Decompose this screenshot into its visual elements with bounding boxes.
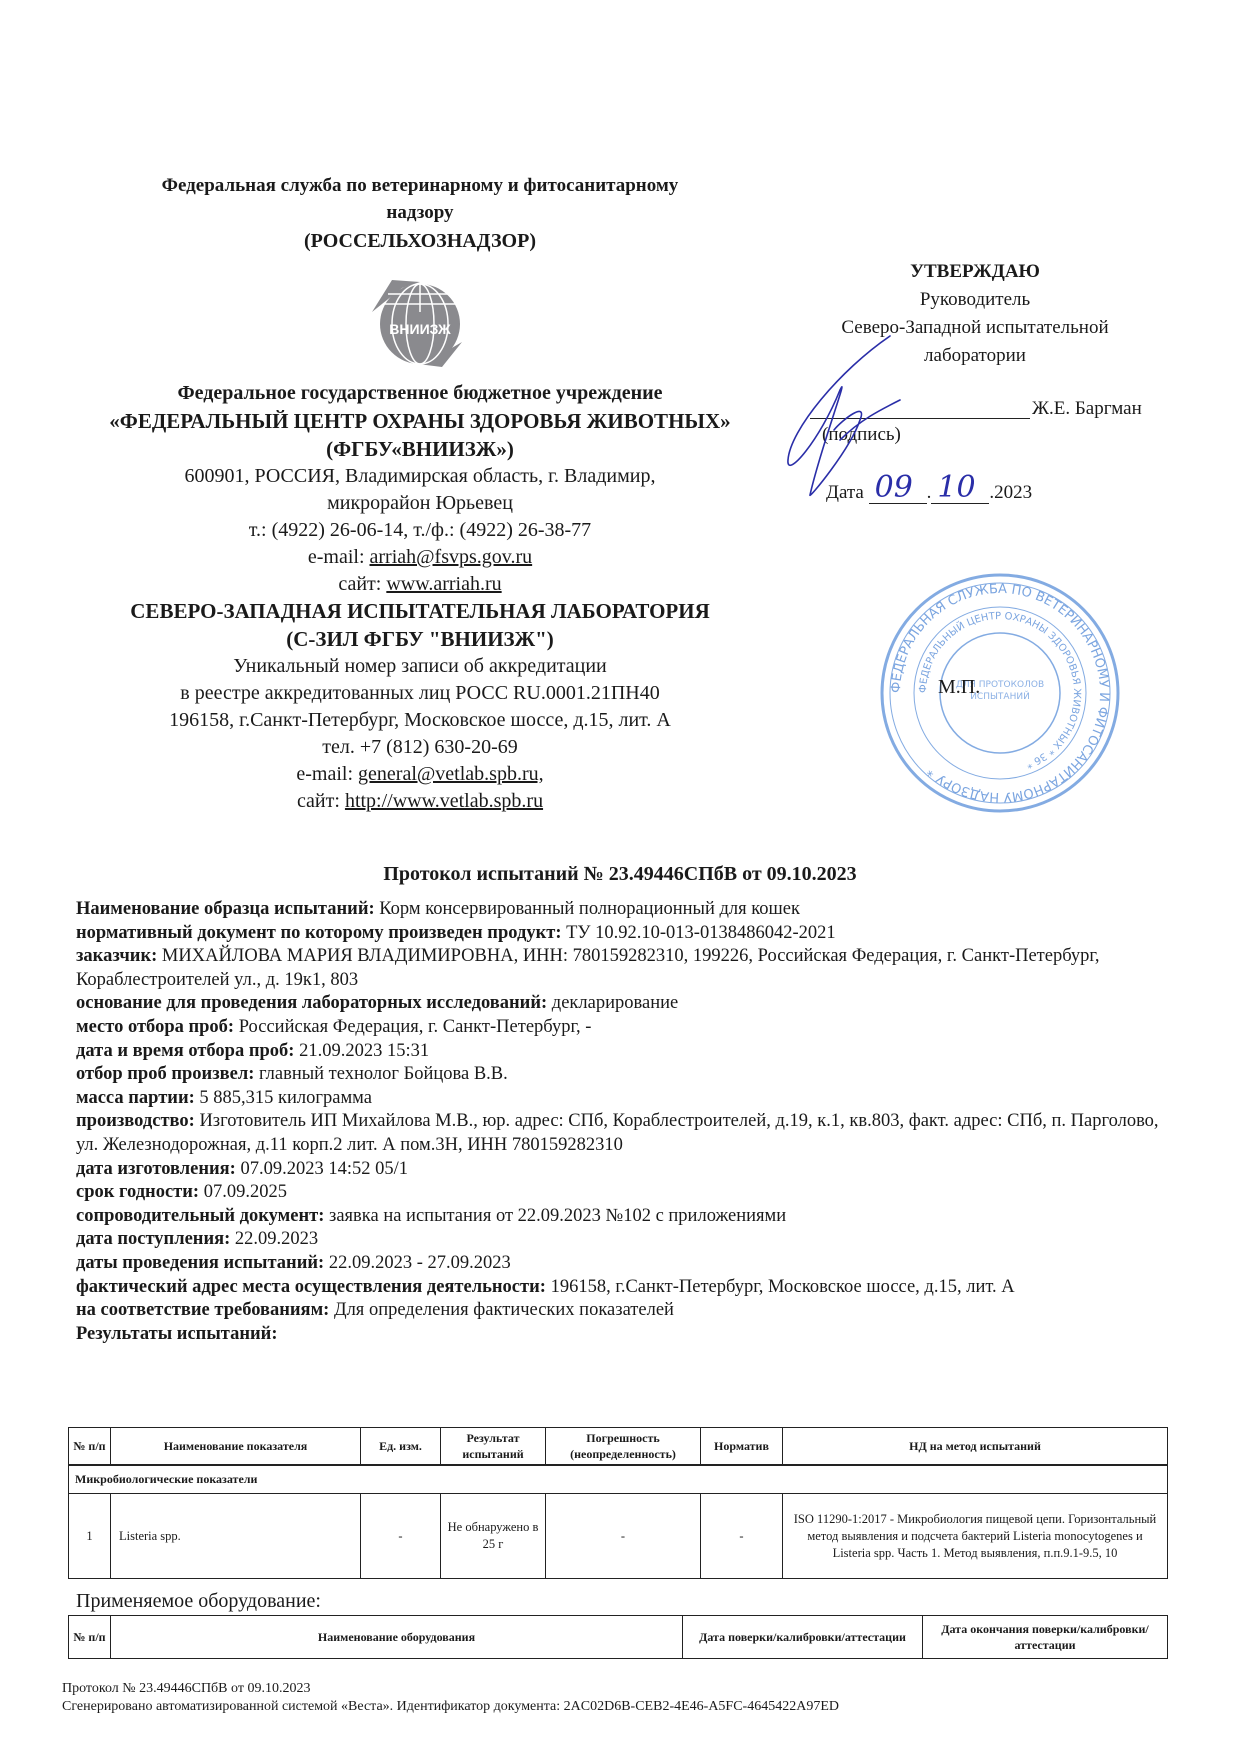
table-row xyxy=(69,1494,1168,1579)
lab-email-label: e-mail: xyxy=(296,763,359,785)
date-label: Дата xyxy=(826,482,864,503)
sample-details xyxy=(76,898,1176,1346)
col-indicator: Наименование показателя xyxy=(111,1428,361,1466)
section-row xyxy=(69,1465,1168,1494)
col-uncertainty: Погрешность (неопределенность) xyxy=(546,1428,701,1466)
field-normative-doc: нормативный документ по которому произведен продукт: ТУ 10.92.10-013-0138486042-2021 xyxy=(76,922,836,943)
equipment-heading: Применяемое оборудование: xyxy=(76,1590,321,1612)
agency-abbreviation: (РОССЕЛЬХОЗНАДЗОР) xyxy=(303,230,536,252)
signer-name: Ж.Е. Баргман xyxy=(1032,398,1142,419)
field-sampling-datetime: дата и время отбора проб: 21.09.2023 15:31 xyxy=(76,1040,430,1061)
field-test-dates: даты проведения испытаний: 22.09.2023 - 27.09.2023 xyxy=(76,1252,511,1273)
signature-scribble-icon xyxy=(780,330,920,500)
field-accompanying-doc: сопроводительный документ: заявка на испытания от 22.09.2023 №102 с приложениями xyxy=(76,1205,787,1226)
org-site-row xyxy=(100,571,740,598)
field-production: производство: Изготовитель ИП Михайлова М.В., юр. адрес: СПб, Кораблестроителей, д.19, к.1, кв.803, факт. адрес: СПб, п. Парголово, ул. Железнодорожная, д.11 корп.2 лит. А пом.3Н, ИНН 780159282310 xyxy=(76,1111,1159,1155)
lab-address: 196158, г.Санкт-Петербург, Московское шоссе, д.15, лит. А xyxy=(169,709,671,731)
handwritten-signature xyxy=(780,330,920,500)
org-phones: т.: (4922) 26-06-14, т./ф.: (4922) 26-38-77 xyxy=(248,519,592,541)
signature-caption: (подпись) xyxy=(822,424,901,445)
equip-col-check-date: Дата поверки/калибровки/аттестации xyxy=(683,1616,923,1659)
field-sampled-by: отбор проб произвел: главный технолог Бойцова В.В. xyxy=(76,1064,508,1085)
field-sample-name: Наименование образца испытаний: Корм консервированный полнорационный для кошек xyxy=(76,899,801,919)
org-site-link[interactable]: www.arriah.ru xyxy=(386,573,502,595)
svg-text:ФЕДЕРАЛЬНЫЙ ЦЕНТР ОХРАНЫ ЗДОРО: ФЕДЕРАЛЬНЫЙ ЦЕНТР ОХРАНЫ ЗДОРОВЬЯ ЖИВОТНЫХ * 36 * xyxy=(917,610,1083,770)
date-month-handwritten: 10 xyxy=(937,470,976,505)
results-heading: Результаты испытаний: xyxy=(76,1323,278,1344)
cell-indicator: Listeria spp. xyxy=(111,1494,361,1579)
field-sampling-place: место отбора проб: Российская Федерация, г. Санкт-Петербург, - xyxy=(76,1016,592,1037)
org-site-label: сайт: xyxy=(338,573,387,595)
org-address-line1: 600901, РОССИЯ, Владимирская область, г. Владимир, xyxy=(184,465,656,487)
cell-number: 1 xyxy=(69,1494,111,1579)
approval-position-line1: Руководитель xyxy=(919,289,1031,310)
cell-result: Не обнаружено в 25 г xyxy=(441,1494,546,1579)
round-seal-icon xyxy=(875,565,1125,820)
official-stamp xyxy=(875,565,1125,820)
equipment-table xyxy=(68,1615,1168,1659)
approval-title: УТВЕРЖДАЮ xyxy=(910,261,1040,282)
lab-abbr: (С-ЗИЛ ФГБУ "ВНИИЗЖ") xyxy=(286,627,554,651)
lab-phone: тел. +7 (812) 630-20-69 xyxy=(322,736,518,758)
footer-generated-by: Сгенерировано автоматизированной системой «Веста». Идентификатор документа: 2AC02D6B-CEB2-4E46-A5FC-4645422A97ED xyxy=(62,1699,839,1714)
lab-site-row xyxy=(100,788,740,815)
org-abbr: (ФГБУ«ВНИИЗЖ») xyxy=(326,437,514,461)
svg-text:ФЕДЕРАЛЬНАЯ СЛУЖБА ПО ВЕТЕРИНА: ФЕДЕРАЛЬНАЯ СЛУЖБА ПО ВЕТЕРИНАРНОМУ И ФИТОСАНИТАРНОМУ НАДЗОРУ * xyxy=(888,581,1112,805)
results-table xyxy=(68,1427,1168,1579)
date-day-handwritten: 09 xyxy=(874,470,913,505)
cell-unit: - xyxy=(361,1494,441,1579)
svg-text:ДЛЯ ПРОТОКОЛОВ: ДЛЯ ПРОТОКОЛОВ xyxy=(955,680,1045,690)
lab-email-link[interactable]: general@vetlab.spb.ru, xyxy=(358,763,544,785)
lab-accreditation-line2: в реестре аккредитованных лиц РОСС RU.0001.21ПН40 xyxy=(180,682,660,704)
field-customer: заказчик: МИХАЙЛОВА МАРИЯ ВЛАДИМИРОВНА, ИНН: 780159282310, 199226, Российская Федерация, г. Санкт-Петербург, Кораблестроителей ул., д. 19к1, 803 xyxy=(76,946,1100,990)
field-receipt-date: дата поступления: 22.09.2023 xyxy=(76,1229,319,1250)
approval-date: Дата 09 . 10 .2023 xyxy=(826,470,1033,505)
org-type: Федеральное государственное бюджетное учреждение xyxy=(177,382,663,404)
footer-protocol-ref: Протокол № 23.49446СПбВ от 09.10.2023 xyxy=(62,1681,311,1696)
lab-name: СЕВЕРО-ЗАПАДНАЯ ИСПЫТАТЕЛЬНАЯ ЛАБОРАТОРИЯ xyxy=(130,599,710,623)
org-address-line2: микрорайон Юрьевец xyxy=(327,492,513,514)
col-method: НД на метод испытаний xyxy=(783,1428,1168,1466)
approval-position-line2: Северо-Западной испытательной xyxy=(841,317,1109,338)
globe-logo-icon xyxy=(362,272,474,372)
org-email-row xyxy=(100,544,740,571)
field-expiry: срок годности: 07.09.2025 xyxy=(76,1182,287,1203)
col-number: № п/п xyxy=(69,1428,111,1466)
svg-text:ИСПЫТАНИЙ: ИСПЫТАНИЙ xyxy=(970,692,1030,702)
field-basis: основание для проведения лабораторных исследований: декларирование xyxy=(76,993,679,1014)
lab-site-link[interactable]: http://www.vetlab.spb.ru xyxy=(344,790,544,812)
field-manufacture-date: дата изготовления: 07.09.2023 14:52 05/1 xyxy=(76,1158,408,1179)
date-year: .2023 xyxy=(989,482,1033,503)
field-batch-mass: масса партии: 5 885,315 килограмма xyxy=(76,1087,372,1108)
agency-header xyxy=(100,172,740,256)
cell-method: ISO 11290-1:2017 - Микробиология пищевой цепи. Горизонтальный метод выявления и подсчета бактерий Listeria monocytogenes и Listeria spp. Часть 1. Метод выявления, п.п.9.1-9.5, 10 xyxy=(783,1494,1168,1579)
org-name: «ФЕДЕРАЛЬНЫЙ ЦЕНТР ОХРАНЫ ЗДОРОВЬЯ ЖИВОТНЫХ» xyxy=(109,409,731,433)
stamp-placeholder-label: М.П. xyxy=(938,676,981,698)
equip-col-name: Наименование оборудования xyxy=(111,1616,683,1659)
organization-block xyxy=(100,380,740,598)
equip-col-number: № п/п xyxy=(69,1616,111,1659)
field-compliance: на соответствие требованиям: Для определения фактических показателей xyxy=(76,1300,674,1321)
page-footer xyxy=(62,1680,839,1716)
agency-name-line2: надзору xyxy=(386,202,454,223)
lab-accreditation-line1: Уникальный номер записи об аккредитации xyxy=(233,655,607,677)
protocol-title: Протокол испытаний № 23.49446СПбВ от 09.10.2023 xyxy=(383,863,857,885)
col-unit: Ед. изм. xyxy=(361,1428,441,1466)
svg-text:ВНИИЗЖ: ВНИИЗЖ xyxy=(389,321,451,337)
date-month-field xyxy=(931,470,989,505)
section-label: Микробиологические показатели xyxy=(69,1465,1168,1494)
col-result: Результат испытаний xyxy=(441,1428,546,1466)
equipment-header-row xyxy=(69,1616,1168,1659)
cell-norm: - xyxy=(701,1494,783,1579)
vniizzh-logo xyxy=(362,272,474,372)
approval-position-line3: лаборатории xyxy=(924,345,1026,366)
col-norm: Норматив xyxy=(701,1428,783,1466)
org-email-link[interactable]: arriah@fsvps.gov.ru xyxy=(369,546,533,568)
results-header-row xyxy=(69,1428,1168,1466)
equip-col-check-end-date: Дата окончания поверки/калибровки/аттестации xyxy=(923,1616,1168,1659)
lab-site-label: сайт: xyxy=(296,790,345,812)
laboratory-block xyxy=(100,597,740,815)
lab-email-row xyxy=(100,761,740,788)
org-email-label: e-mail: xyxy=(307,546,370,568)
cell-uncertainty: - xyxy=(546,1494,701,1579)
field-activity-address: фактический адрес места осуществления деятельности: 196158, г.Санкт-Петербург, Московское шоссе, д.15, лит. А xyxy=(76,1276,1015,1297)
agency-name-line1: Федеральная служба по ветеринарному и фитосанитарному xyxy=(161,175,679,196)
